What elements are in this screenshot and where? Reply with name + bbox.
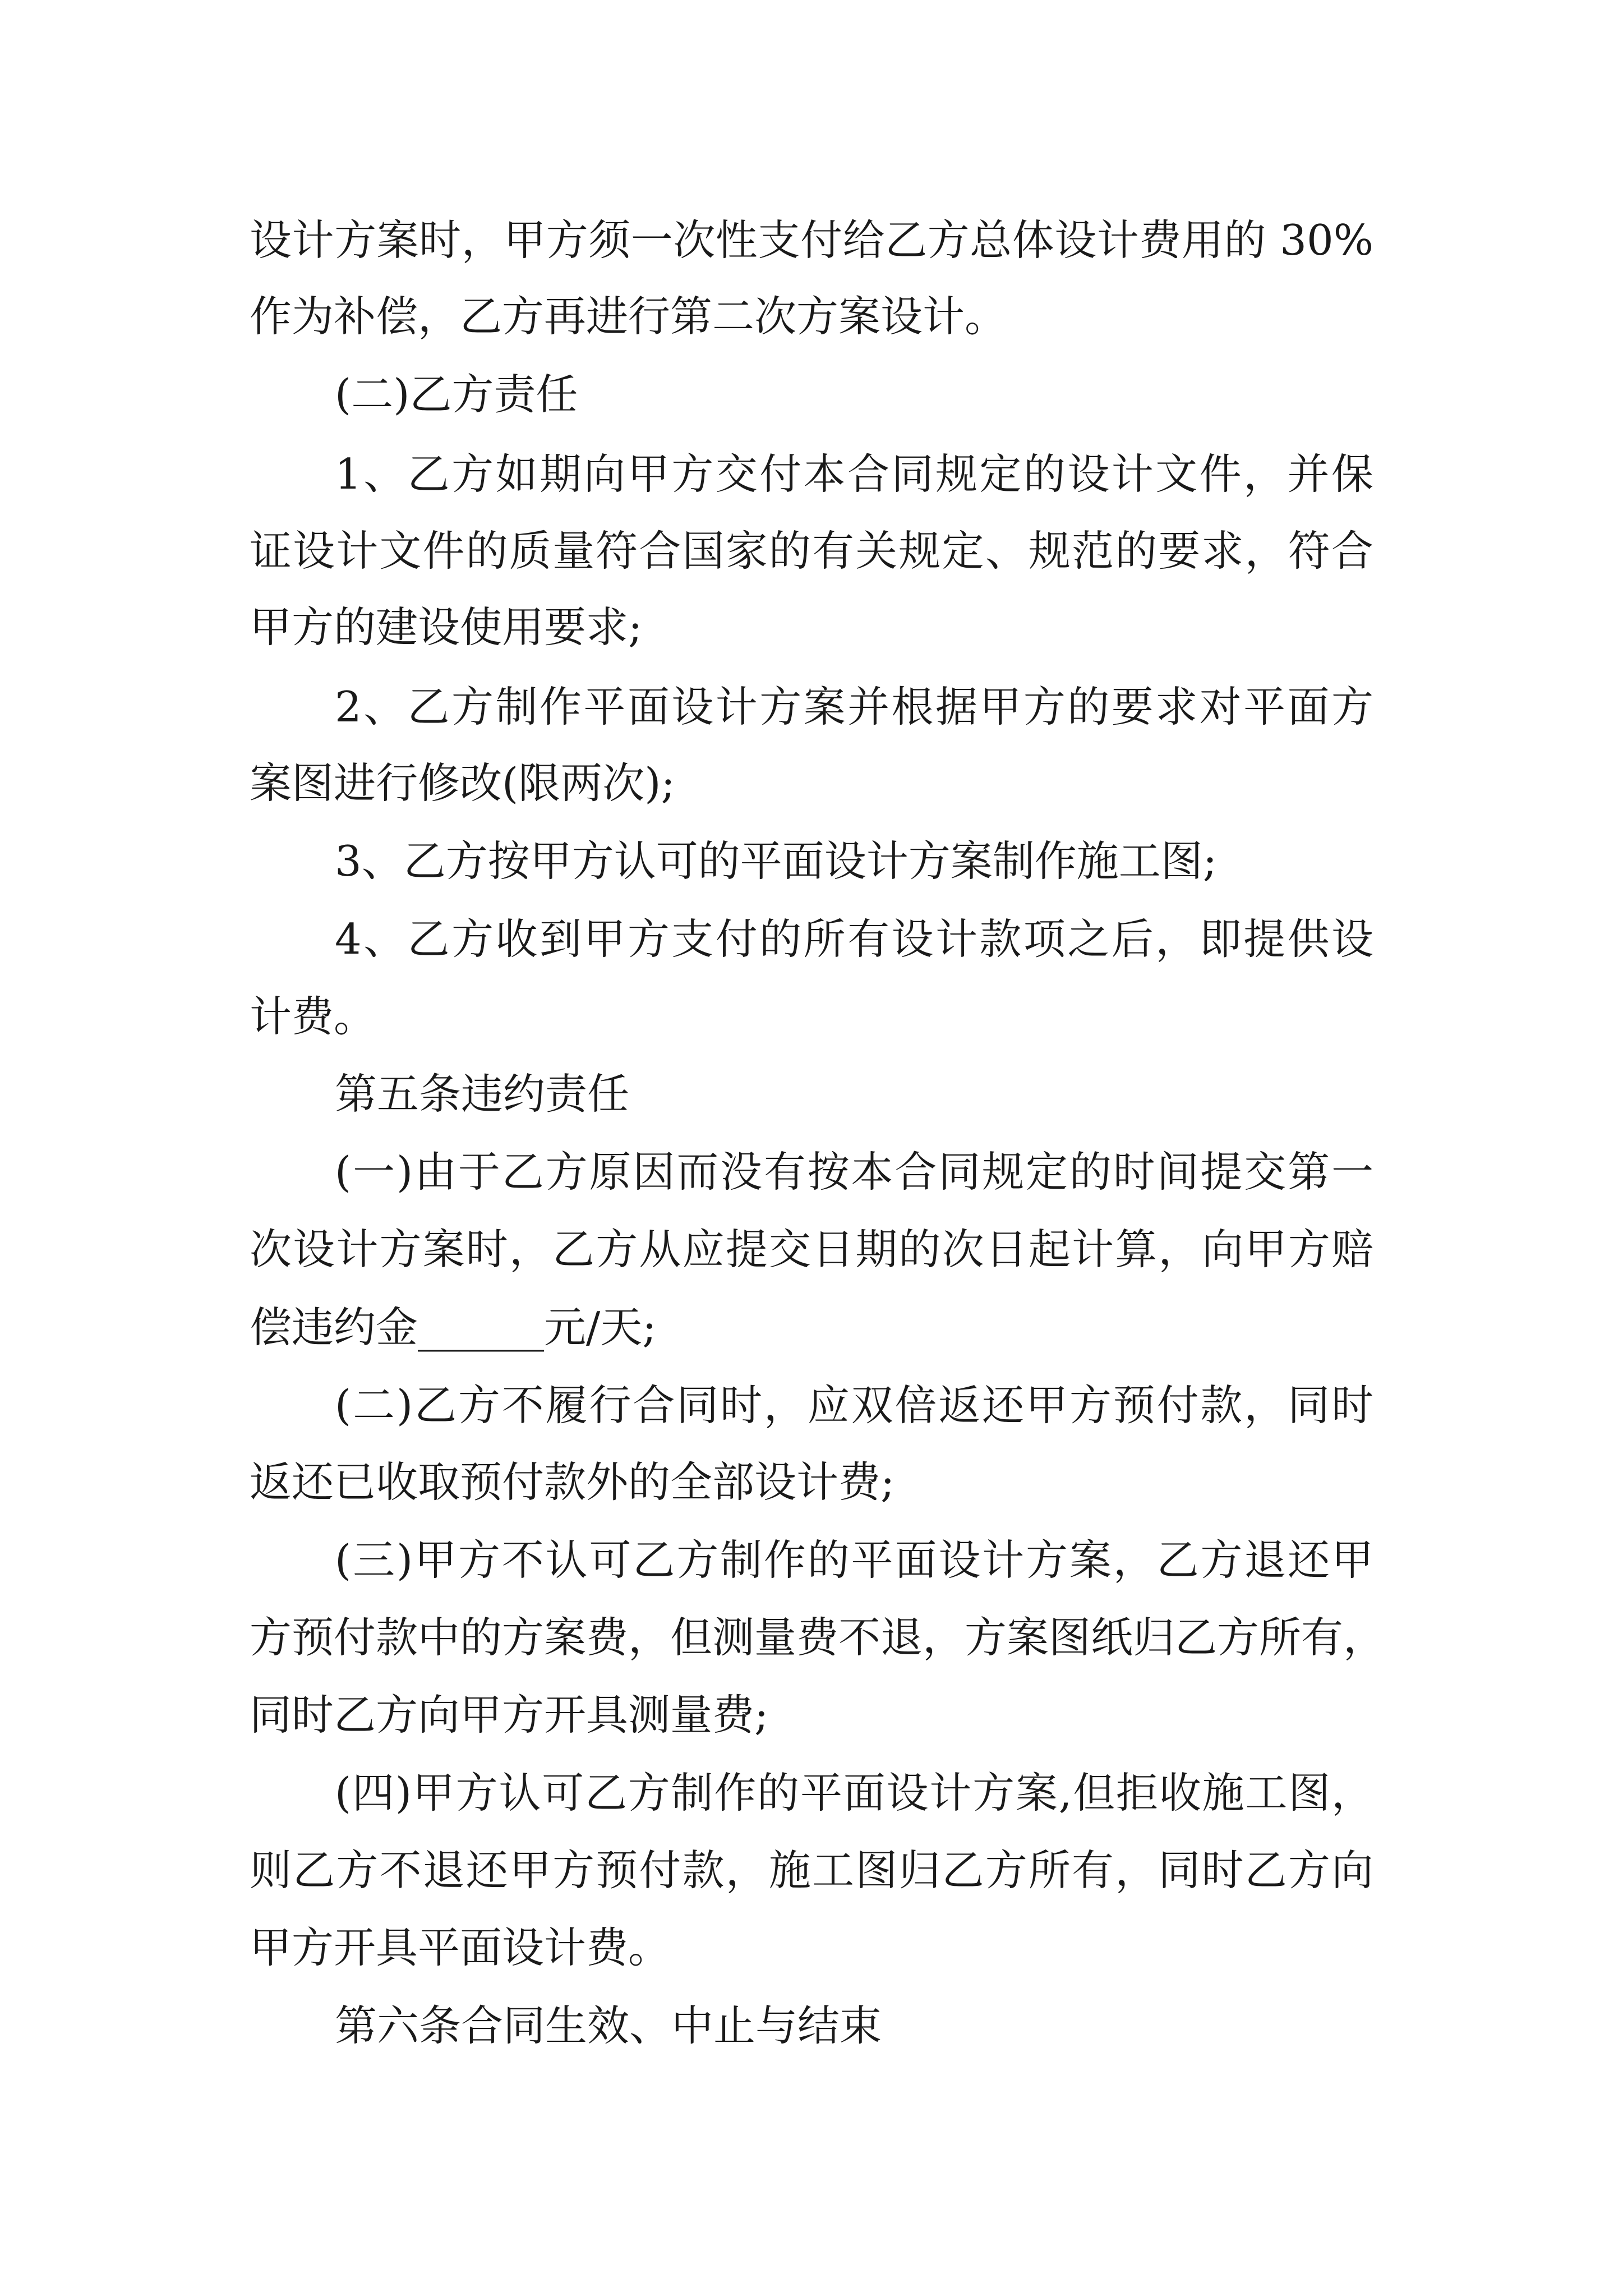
text-line: 2、乙方制作平面设计方案并根据甲方的要求对平面方 [335,682,1373,731]
text-line: 偿违约金______元/天; [250,1303,657,1352]
text-line: (三)甲方不认可乙方制作的平面设计方案，乙方退还甲 [335,1535,1373,1585]
section-heading: 第六条合同生效、中止与结束 [335,2001,882,2050]
text-line: (四)甲方认可乙方制作的平面设计方案,但拒收施工图， [335,1768,1373,1818]
text-line: 甲方的建设使用要求; [250,602,643,652]
text-line: 作为补偿，乙方再进行第二次方案设计。 [250,292,1007,341]
text-line: 证设计文件的质量符合国家的有关规定、规范的要求，符合 [250,526,1373,576]
text-line: 4、乙方收到甲方支付的所有设计款项之后，即提供设 [335,914,1373,964]
text-line: 则乙方不退还甲方预付款，施工图归乙方所有，同时乙方向 [250,1846,1373,1895]
text-line: 3、乙方按甲方认可的平面设计方案制作施工图; [335,836,1217,886]
section-heading: (二)乙方责任 [335,370,578,419]
text-line: (二)乙方不履行合同时，应双倍返还甲方预付款，同时 [335,1381,1373,1430]
text-line: (一)由于乙方原因而没有按本合同规定的时间提交第一 [335,1147,1373,1197]
text-line: 次设计方案时，乙方从应提交日期的次日起计算，向甲方赔 [250,1225,1373,1274]
text-line: 设计方案时，甲方须一次性支付给乙方总体设计费用的 30% [250,215,1373,265]
text-line: 返还已收取预付款外的全部设计费; [250,1457,895,1507]
text-line: 同时乙方向甲方开具测量费; [250,1690,769,1740]
text-line: 1、乙方如期向甲方交付本合同规定的设计文件，并保 [335,449,1373,499]
text-line: 甲方开具平面设计费。 [250,1923,671,1972]
text-line: 计费。 [250,992,376,1041]
text-line: 案图进行修改(限两次); [250,758,675,808]
text-line: 方预付款中的方案费，但测量费不退，方案图纸归乙方所有， [250,1613,1386,1662]
section-heading: 第五条违约责任 [335,1069,630,1119]
